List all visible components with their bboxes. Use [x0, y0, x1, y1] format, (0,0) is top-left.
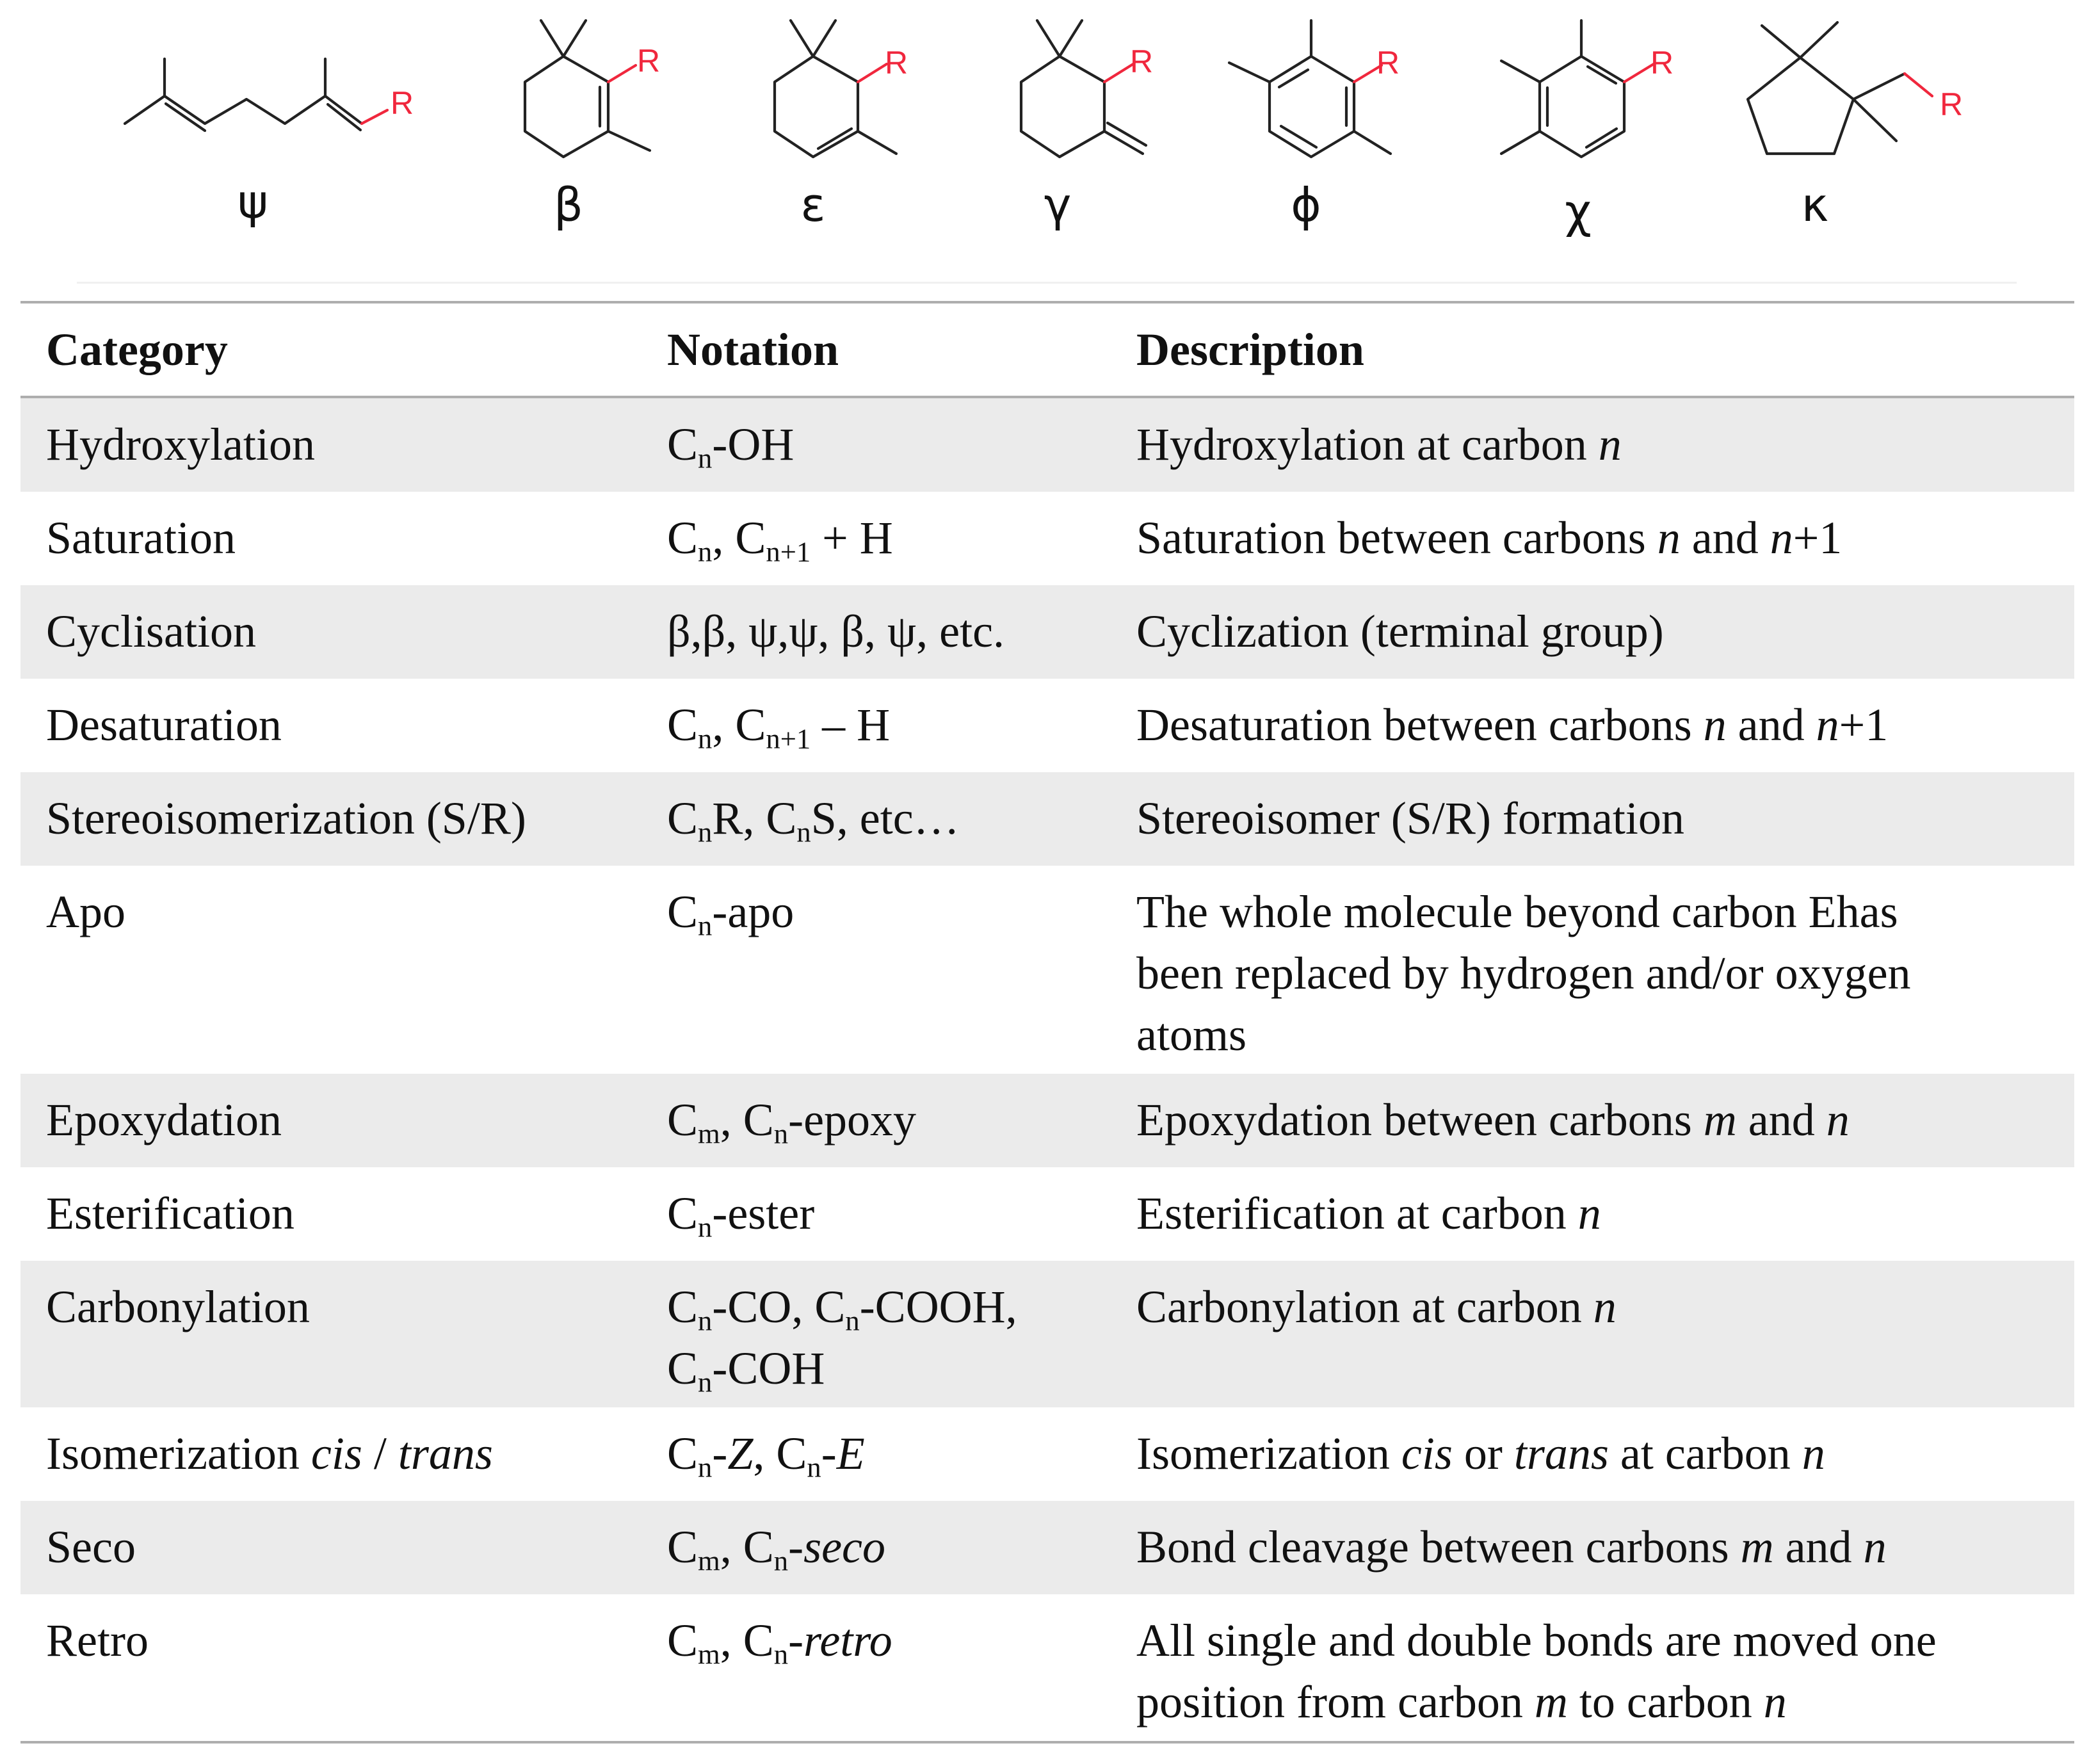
table-row: [20, 1594, 2074, 1741]
epsilon-r-label: R: [885, 45, 908, 81]
row-description: Cyclization (terminal group): [1136, 606, 1664, 657]
row-notation: $C_m$, $C_n$-retro: [667, 1615, 892, 1671]
row-description: Esterification at carbon n: [1136, 1188, 1601, 1239]
chi-structure: [1501, 20, 1674, 238]
row-description: Desaturation between carbons n and n+1: [1136, 699, 1889, 750]
row-category: Seco: [46, 1521, 136, 1573]
epsilon-label: ε: [800, 178, 826, 232]
row-notation: $C_n-OH$: [667, 419, 794, 474]
description-line: All single and double bonds are moved one: [1136, 1615, 1937, 1666]
phi-r-label: R: [1376, 45, 1400, 81]
table-row: [20, 1261, 2074, 1407]
row-category: Saturation: [46, 512, 236, 563]
psi-structure: [125, 59, 414, 229]
chi-r-label: R: [1650, 45, 1674, 81]
row-category: Epoxydation: [46, 1094, 282, 1145]
beta-label: β: [554, 178, 583, 232]
row-category: Esterification: [46, 1188, 294, 1239]
row-description: Saturation between carbons n and n+1: [1136, 512, 1843, 563]
kappa-structure: [1748, 22, 1963, 232]
row-notation: $C_n$, $C_{n+1} + H$: [667, 512, 893, 568]
gamma-structure: [1021, 20, 1153, 232]
header-notation: Notation: [667, 324, 839, 375]
table-row: [20, 1167, 2074, 1261]
row-category: Hydroxylation: [46, 419, 315, 470]
row-category: Isomerization cis / trans: [46, 1428, 493, 1479]
row-notation: β,β, ψ,ψ, β, ψ, etc.: [667, 606, 1005, 657]
row-category: Stereoisomerization (S/R): [46, 793, 526, 844]
row-description: Hydroxylation at carbon n: [1136, 419, 1622, 470]
table-row: [20, 492, 2074, 585]
phi-label: ϕ: [1291, 178, 1321, 232]
row-notation: $C_n$, $C_{n+1}$ – H: [667, 699, 891, 755]
row-notation: $C_n$-apo: [667, 886, 794, 942]
psi-r-label: R: [391, 85, 414, 121]
row-category: Desaturation: [46, 699, 282, 750]
table-row: [20, 1501, 2074, 1594]
row-category: Carbonylation: [46, 1281, 310, 1332]
row-category: Retro: [46, 1615, 149, 1666]
table-row: [20, 679, 2074, 772]
phi-structure: [1229, 20, 1399, 232]
table-row: [20, 585, 2074, 679]
end-group-structures: [0, 0, 2089, 282]
beta-r-label: R: [637, 43, 661, 79]
row-description: Stereoisomer (S/R) formation: [1136, 793, 1684, 844]
row-notation: [667, 1261, 1136, 1407]
notation-line: $C_n-CO$, $C_n$-COOH,: [667, 1281, 1017, 1337]
table-row: [20, 866, 2074, 1074]
row-description: Bond cleavage between carbons m and n: [1136, 1521, 1887, 1573]
psi-label: ψ: [238, 175, 268, 229]
row-description: [1136, 1594, 2074, 1741]
row-description: Carbonylation at carbon n: [1136, 1281, 1617, 1332]
row-category: Cyclisation: [46, 606, 256, 657]
description-line: atoms: [1136, 1009, 1246, 1060]
gamma-r-label: R: [1130, 44, 1154, 79]
row-notation: $C_m$, $C_n$-seco: [667, 1521, 886, 1577]
gamma-label: γ: [1044, 178, 1072, 232]
table-row: [20, 1074, 2074, 1167]
kappa-r-label: R: [1940, 86, 1964, 122]
row-description: Isomerization cis or trans at carbon n: [1136, 1428, 1825, 1479]
row-notation: $C_m$, $C_n$-epoxy: [667, 1094, 917, 1150]
row-notation: $C_nR$, $C_nS$, etc…: [667, 793, 960, 848]
description-line: position from carbon m to carbon n: [1136, 1676, 1787, 1728]
description-line: been replaced by hydrogen and/or oxygen: [1136, 948, 1911, 999]
header-category: Category: [46, 324, 228, 375]
notation-line: $C_n$-COH: [667, 1343, 825, 1398]
epsilon-structure: [775, 20, 908, 232]
table-row: [20, 772, 2074, 866]
row-category: Apo: [46, 886, 125, 937]
table-bottom-rule: [20, 1741, 2074, 1744]
row-notation: $C_n$-ester: [667, 1188, 815, 1243]
table-row: [20, 398, 2074, 492]
table-row: [20, 1407, 2074, 1501]
description-line: The whole molecule beyond carbon Ehas: [1136, 886, 1898, 937]
modification-table: [20, 301, 2074, 1744]
row-notation: $C_n-Z$, $C_n-E$: [667, 1428, 865, 1484]
row-description: Epoxydation between carbons m and n: [1136, 1094, 1850, 1145]
table-header: [20, 303, 2074, 396]
beta-structure: [525, 20, 660, 232]
header-description: Description: [1136, 324, 1364, 375]
kappa-label: κ: [1801, 178, 1829, 232]
row-description: [1136, 866, 2074, 1074]
figure-separator: [77, 282, 2017, 284]
chi-label: χ: [1565, 184, 1592, 238]
